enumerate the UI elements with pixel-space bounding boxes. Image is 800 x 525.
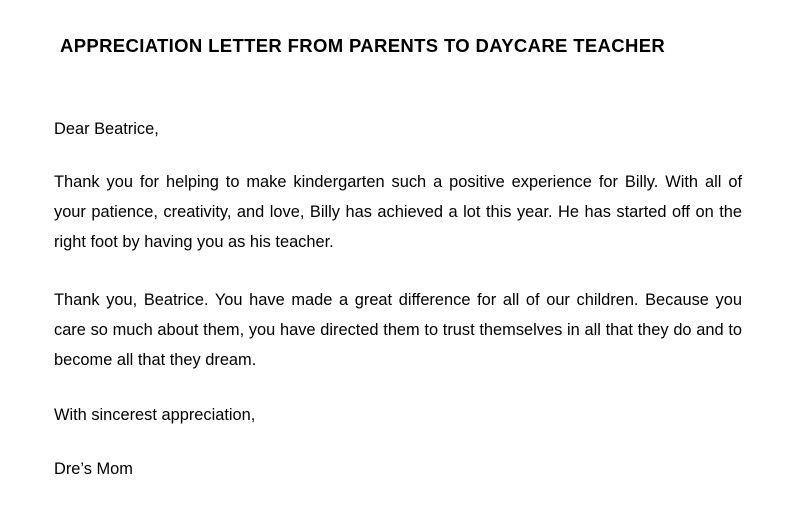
body-paragraph-1: Thank you for helping to make kindergarten such a positive experience for Billy. With all of your patience, creativity, and love, Billy has achieved a lot this year. He has started off on the right foot by having you as his teacher. xyxy=(54,173,742,251)
closing-line: With sincerest appreciation, xyxy=(54,406,256,424)
body-paragraph-2: Thank you, Beatrice. You have made a great difference for all of our children. Because you care so much about them, you have directed them to trust themselves in all that they do and to become all that they dream. xyxy=(54,291,742,369)
signature: Dre’s Mom xyxy=(54,460,133,478)
letter-title: APPRECIATION LETTER FROM PARENTS TO DAYCARE TEACHER xyxy=(60,35,666,56)
salutation: Dear Beatrice, xyxy=(54,120,159,138)
